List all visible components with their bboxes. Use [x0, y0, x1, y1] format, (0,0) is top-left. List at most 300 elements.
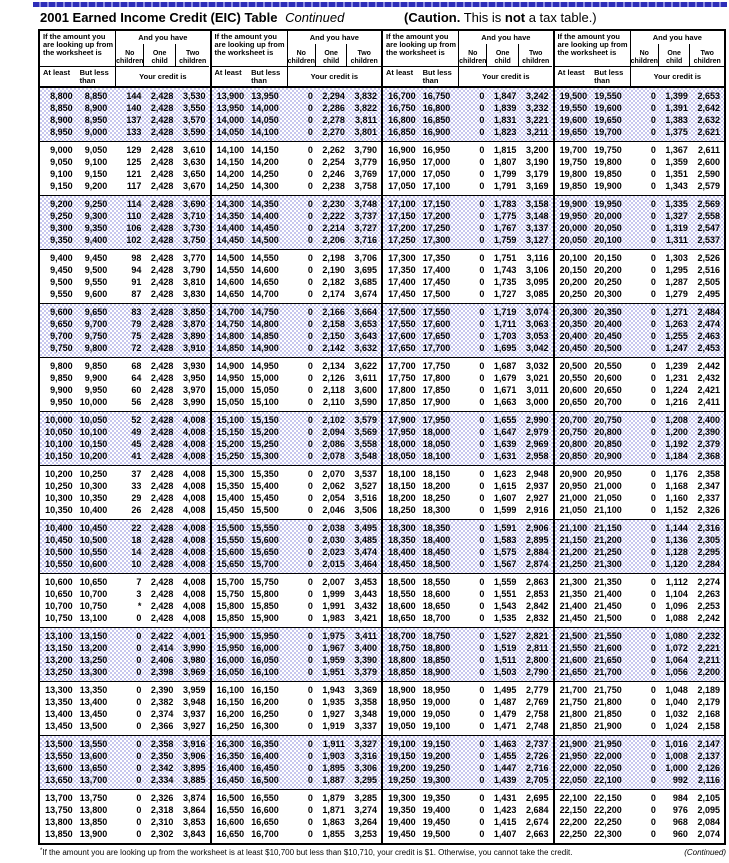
cell-at-least: 22,100: [559, 793, 588, 803]
cell-credit-one-child: 1,743: [493, 265, 517, 275]
your-credit-is-label: Your credit is: [482, 72, 530, 81]
cell-at-least: 8,950: [50, 127, 73, 137]
cell-credit-one-child: 2,398: [150, 667, 174, 677]
cell-credit-one-child: 2,428: [150, 523, 174, 533]
cell-but-less-than: 21,700: [594, 667, 622, 677]
table-row: [555, 708, 725, 720]
row-block: [40, 196, 210, 250]
cell-credit-two-children: 3,770: [182, 253, 206, 263]
cell-credit-two-children: 3,630: [182, 157, 206, 167]
table-row: [383, 750, 553, 762]
cell-credit-one-child: 1,263: [665, 319, 688, 329]
cell-credit-two-children: 2,179: [697, 697, 720, 707]
cell-but-less-than: 18,850: [422, 655, 451, 665]
cell-but-less-than: 21,600: [594, 643, 622, 653]
cell-credit-two-children: 2,811: [526, 643, 549, 653]
cell-credit-two-children: 3,990: [182, 643, 206, 653]
cell-credit-one-child: 2,007: [322, 577, 345, 587]
cell-credit-no-children: 0: [307, 469, 313, 479]
row-block: [383, 304, 553, 358]
cell-but-less-than: 14,900: [251, 343, 279, 353]
cell-credit-two-children: 3,801: [354, 127, 377, 137]
table-row: [555, 288, 725, 300]
table-row: [555, 222, 725, 234]
cell-but-less-than: 13,150: [79, 631, 108, 641]
table-row: [555, 276, 725, 288]
cell-at-least: 21,050: [559, 505, 588, 515]
cell-credit-no-children: 0: [136, 775, 142, 785]
cell-credit-two-children: 3,485: [354, 535, 377, 545]
cell-credit-no-children: 0: [307, 643, 313, 653]
cell-but-less-than: 9,250: [84, 199, 108, 209]
cell-at-least: 18,600: [388, 601, 416, 611]
cell-at-least: 9,550: [50, 289, 73, 299]
cell-but-less-than: 16,500: [251, 775, 279, 785]
cell-at-least: 17,350: [388, 265, 416, 275]
cell-but-less-than: 14,200: [251, 157, 279, 167]
cell-credit-no-children: 144: [126, 91, 142, 101]
cell-at-least: 18,000: [388, 439, 416, 449]
table-row: [555, 534, 725, 546]
table-row: [212, 288, 382, 300]
cell-at-least: 18,350: [388, 535, 416, 545]
cell-credit-two-children: 4,008: [182, 523, 206, 533]
cell-at-least: 9,100: [50, 169, 73, 179]
cell-credit-two-children: 3,670: [182, 181, 206, 191]
table-row: [212, 438, 382, 450]
col-no-children: No children: [630, 50, 658, 65]
group-header: [555, 31, 725, 88]
cell-credit-one-child: 1,439: [493, 775, 517, 785]
cell-credit-one-child: 2,428: [150, 589, 174, 599]
cell-at-least: 19,000: [388, 709, 416, 719]
cell-credit-two-children: 3,948: [182, 697, 206, 707]
cell-credit-two-children: 3,390: [354, 655, 377, 665]
cell-credit-two-children: 3,021: [525, 373, 549, 383]
cell-credit-no-children: 0: [136, 655, 142, 665]
cell-credit-one-child: 2,390: [150, 685, 174, 695]
cell-but-less-than: 14,450: [251, 223, 279, 233]
cell-credit-no-children: 0: [136, 805, 142, 815]
cell-credit-two-children: 3,990: [182, 397, 206, 407]
cell-at-least: 10,550: [45, 559, 73, 569]
cell-credit-two-children: 3,874: [182, 793, 206, 803]
cell-credit-no-children: 0: [307, 589, 313, 599]
cell-credit-no-children: 0: [307, 427, 313, 437]
cell-credit-one-child: 1,919: [322, 721, 345, 731]
cell-at-least: 21,850: [559, 721, 588, 731]
cell-credit-one-child: 2,428: [150, 547, 174, 557]
cell-credit-one-child: 1,703: [493, 331, 517, 341]
cell-at-least: 16,550: [216, 805, 245, 815]
cell-credit-two-children: 2,663: [525, 829, 549, 839]
cell-credit-two-children: 3,853: [182, 817, 206, 827]
cell-credit-two-children: 3,232: [525, 103, 549, 113]
cell-at-least: 15,900: [216, 631, 245, 641]
cell-at-least: 14,700: [216, 307, 245, 317]
cell-credit-no-children: 0: [307, 91, 313, 101]
cell-credit-one-child: 1,839: [493, 103, 517, 113]
col-no-children: No children: [459, 50, 487, 65]
cell-but-less-than: 19,350: [422, 793, 451, 803]
cell-credit-no-children: 0: [479, 211, 485, 221]
cell-credit-two-children: 2,853: [525, 589, 549, 599]
cell-at-least: 10,650: [45, 589, 73, 599]
cell-at-least: 20,500: [559, 361, 588, 371]
cell-credit-two-children: 3,169: [525, 181, 549, 191]
and-you-have-section: [459, 31, 552, 67]
cell-credit-one-child: 2,428: [150, 535, 174, 545]
table-row: [555, 144, 725, 156]
cell-credit-one-child: 1,567: [493, 559, 517, 569]
cell-but-less-than: 13,800: [79, 805, 108, 815]
table-row: [555, 558, 725, 570]
row-block: [555, 304, 725, 358]
table-row: [383, 720, 553, 732]
cell-but-less-than: 20,200: [594, 265, 622, 275]
table-row: [40, 276, 210, 288]
cell-but-less-than: 13,700: [79, 775, 108, 785]
cell-credit-two-children: 2,737: [525, 739, 549, 749]
cell-but-less-than: 21,400: [594, 589, 622, 599]
cell-credit-no-children: 0: [479, 709, 485, 719]
cell-credit-two-children: 3,870: [182, 319, 206, 329]
cell-credit-no-children: 22: [131, 523, 142, 533]
children-columns: [459, 44, 552, 66]
cell-credit-two-children: 3,495: [354, 523, 377, 533]
cell-credit-two-children: 2,969: [525, 439, 549, 449]
cell-but-less-than: 13,450: [79, 709, 108, 719]
cell-but-less-than: 22,150: [594, 793, 622, 803]
cell-credit-one-child: 1,128: [665, 547, 688, 557]
cell-at-least: 15,000: [216, 385, 245, 395]
cell-but-less-than: 21,100: [594, 505, 622, 515]
row-block: [383, 250, 553, 304]
cell-credit-two-children: 2,158: [697, 721, 720, 731]
cell-at-least: 21,300: [559, 577, 588, 587]
cell-credit-no-children: 14: [131, 547, 142, 557]
cell-credit-two-children: 2,453: [697, 343, 720, 353]
cell-credit-two-children: 3,710: [182, 211, 206, 221]
cell-at-least: 10,750: [45, 613, 73, 623]
cell-but-less-than: 19,600: [594, 103, 622, 113]
cell-credit-two-children: 3,750: [182, 235, 206, 245]
cell-credit-no-children: 29: [131, 493, 142, 503]
cell-credit-no-children: 0: [479, 805, 485, 815]
cell-but-less-than: 15,800: [251, 589, 279, 599]
cell-credit-no-children: 0: [479, 751, 485, 761]
cell-credit-no-children: 0: [307, 709, 313, 719]
cell-credit-two-children: 3,464: [354, 559, 377, 569]
table-row: [555, 492, 725, 504]
cell-credit-two-children: 2,779: [525, 685, 549, 695]
cell-at-least: 15,450: [216, 505, 245, 515]
row-block: [555, 88, 725, 142]
cell-but-less-than: 17,850: [422, 385, 451, 395]
row-block: [40, 466, 210, 520]
row-block: [212, 628, 382, 682]
cell-credit-two-children: 4,008: [182, 469, 206, 479]
cell-but-less-than: 13,300: [79, 667, 108, 677]
row-block: [40, 628, 210, 682]
cell-but-less-than: 9,850: [84, 361, 108, 371]
row-block: [212, 520, 382, 574]
table-row: [40, 288, 210, 300]
caution-suffix: a tax table.): [525, 10, 597, 25]
cell-credit-one-child: 984: [672, 793, 688, 803]
col-no-children: No children: [116, 50, 144, 65]
cell-at-least: 21,100: [559, 523, 588, 533]
cell-credit-no-children: 0: [479, 601, 485, 611]
cell-but-less-than: 19,950: [594, 199, 622, 209]
cell-but-less-than: 10,300: [79, 481, 108, 491]
cell-credit-no-children: 0: [479, 127, 485, 137]
cell-credit-one-child: 2,334: [150, 775, 174, 785]
cell-credit-no-children: 0: [650, 469, 656, 479]
cell-credit-no-children: 0: [650, 199, 656, 209]
table-row: [212, 384, 382, 396]
cell-credit-two-children: 2,579: [697, 181, 720, 191]
cell-credit-two-children: 3,811: [354, 115, 377, 125]
cell-credit-two-children: 3,137: [525, 223, 549, 233]
cell-credit-one-child: 2,078: [322, 451, 345, 461]
cell-credit-one-child: 1,303: [665, 253, 688, 263]
cell-credit-two-children: 2,442: [697, 361, 720, 371]
table-row: [40, 630, 210, 642]
table-row: [40, 438, 210, 450]
cell-credit-no-children: 0: [479, 235, 485, 245]
cell-credit-one-child: 2,262: [322, 145, 345, 155]
cell-credit-one-child: 1,991: [322, 601, 345, 611]
cell-credit-two-children: 2,105: [697, 793, 720, 803]
cell-but-less-than: 16,600: [251, 805, 279, 815]
table-row: [40, 318, 210, 330]
cell-but-less-than: 16,450: [251, 763, 279, 773]
cell-but-less-than: 14,800: [251, 319, 279, 329]
cell-credit-no-children: 110: [126, 211, 142, 221]
cell-at-least: 21,900: [559, 739, 588, 749]
row-block: [212, 574, 382, 628]
cell-but-less-than: 14,250: [251, 169, 279, 179]
cell-at-least: 19,400: [388, 817, 416, 827]
cell-credit-two-children: 2,390: [697, 427, 720, 437]
cell-credit-no-children: 0: [136, 829, 142, 839]
cell-but-less-than: 14,650: [251, 277, 279, 287]
table-row: [555, 480, 725, 492]
cell-but-less-than: 17,000: [422, 157, 451, 167]
cell-credit-no-children: 0: [307, 793, 313, 803]
table-row: [212, 738, 382, 750]
table-row: [212, 222, 382, 234]
cell-credit-two-children: 3,053: [525, 331, 549, 341]
cell-credit-one-child: 2,428: [150, 427, 174, 437]
cell-credit-two-children: 2,137: [697, 751, 720, 761]
row-block: [212, 88, 382, 142]
cell-credit-one-child: 2,428: [150, 343, 174, 353]
cell-credit-one-child: 2,326: [150, 793, 174, 803]
table-row: [40, 144, 210, 156]
table-row: [555, 522, 725, 534]
cell-at-least: 19,200: [388, 763, 416, 773]
row-block: [555, 358, 725, 412]
table-row: [40, 468, 210, 480]
cell-credit-one-child: 2,428: [150, 451, 174, 461]
cell-credit-two-children: 2,295: [697, 547, 720, 557]
cell-credit-one-child: 2,318: [150, 805, 174, 815]
cell-credit-no-children: 0: [307, 523, 313, 533]
table-row: [40, 102, 210, 114]
cell-credit-two-children: 3,864: [182, 805, 206, 815]
cell-but-less-than: 18,550: [422, 577, 451, 587]
cell-at-least: 20,250: [559, 289, 588, 299]
cell-credit-two-children: 2,232: [697, 631, 720, 641]
cell-credit-two-children: 4,008: [182, 415, 206, 425]
cell-at-least: 17,250: [388, 235, 416, 245]
cell-but-less-than: 15,750: [251, 577, 279, 587]
row-block: [383, 358, 553, 412]
cell-credit-one-child: 1,871: [322, 805, 345, 815]
cell-credit-two-children: 3,221: [525, 115, 549, 125]
table-group-1: [40, 31, 212, 843]
cell-credit-no-children: 0: [650, 697, 656, 707]
cell-at-least: 20,850: [559, 451, 588, 461]
table-row: [40, 708, 210, 720]
table-row: [383, 450, 553, 462]
table-row: [40, 222, 210, 234]
table-row: [40, 774, 210, 786]
cell-credit-two-children: 3,042: [525, 343, 549, 353]
cell-credit-one-child: 2,428: [150, 385, 174, 395]
cell-credit-no-children: 91: [131, 277, 142, 287]
cell-at-least: 16,350: [216, 751, 245, 761]
cell-at-least: 18,900: [388, 685, 416, 695]
cell-credit-one-child: 2,142: [322, 343, 345, 353]
cell-credit-two-children: 3,885: [182, 775, 206, 785]
table-row: [212, 102, 382, 114]
cell-but-less-than: 13,750: [79, 793, 108, 803]
cell-credit-no-children: 37: [131, 469, 142, 479]
cell-at-least: 14,100: [216, 145, 245, 155]
cell-credit-no-children: 0: [136, 643, 142, 653]
cell-credit-no-children: 0: [479, 667, 485, 677]
cell-but-less-than: 16,800: [422, 103, 451, 113]
cell-credit-two-children: 2,821: [525, 631, 549, 641]
cell-credit-no-children: 0: [307, 223, 313, 233]
cell-credit-two-children: 3,074: [525, 307, 549, 317]
cell-at-least: 19,300: [388, 793, 416, 803]
cell-credit-one-child: 1,655: [493, 415, 517, 425]
cell-at-least: 14,750: [216, 319, 245, 329]
cell-but-less-than: 14,500: [251, 235, 279, 245]
cell-but-less-than: 13,250: [79, 655, 108, 665]
cell-at-least: 14,300: [216, 199, 245, 209]
cell-at-least: 22,250: [559, 829, 588, 839]
cell-credit-no-children: 72: [131, 343, 142, 353]
table-row: [40, 306, 210, 318]
cell-credit-one-child: 1,607: [493, 493, 517, 503]
cell-but-less-than: 20,300: [594, 289, 622, 299]
cell-credit-no-children: 0: [479, 481, 485, 491]
cell-at-least: 19,650: [559, 127, 588, 137]
table-row: [383, 372, 553, 384]
cell-credit-one-child: 2,254: [322, 157, 345, 167]
cell-credit-one-child: 2,428: [150, 199, 174, 209]
cell-credit-no-children: 79: [131, 319, 142, 329]
cell-credit-one-child: 2,428: [150, 439, 174, 449]
cell-credit-no-children: 0: [307, 145, 313, 155]
cell-at-least: 9,750: [50, 343, 73, 353]
cell-at-least: 14,950: [216, 373, 245, 383]
cell-but-less-than: 17,100: [422, 181, 451, 191]
footnote-continued: (Continued): [684, 848, 726, 857]
table-row: [555, 612, 725, 624]
cell-at-least: 14,400: [216, 223, 245, 233]
cell-credit-one-child: 2,428: [150, 253, 174, 263]
cell-credit-no-children: 0: [479, 505, 485, 515]
cell-credit-one-child: 2,015: [322, 559, 345, 569]
cell-credit-one-child: 1,687: [493, 361, 517, 371]
cell-credit-one-child: 1,831: [493, 115, 517, 125]
cell-but-less-than: 21,150: [594, 523, 622, 533]
cell-credit-two-children: 2,189: [697, 685, 720, 695]
row-block: [555, 142, 725, 196]
cell-credit-one-child: 1,479: [493, 709, 517, 719]
cell-at-least: 13,450: [45, 721, 73, 731]
cell-at-least: 8,800: [50, 91, 73, 101]
cell-credit-two-children: 2,621: [697, 127, 720, 137]
cell-credit-no-children: 33: [131, 481, 142, 491]
cell-credit-two-children: 4,008: [182, 493, 206, 503]
cell-at-least: 9,150: [50, 181, 73, 191]
col-two-children: Two children: [518, 44, 552, 66]
row-block: [555, 736, 725, 790]
row-block: [40, 574, 210, 628]
cell-credit-two-children: 2,200: [697, 667, 720, 677]
cell-at-least: 18,200: [388, 493, 416, 503]
row-block: [383, 628, 553, 682]
cell-credit-no-children: 137: [126, 115, 142, 125]
cell-credit-two-children: 2,126: [697, 763, 720, 773]
table-row: [555, 762, 725, 774]
cell-at-least: 19,250: [388, 775, 416, 785]
cell-credit-one-child: 1,112: [665, 577, 688, 587]
cell-credit-one-child: 2,158: [322, 319, 345, 329]
cell-credit-one-child: 1,511: [494, 655, 517, 665]
cell-credit-two-children: 2,958: [525, 451, 549, 461]
table-row: [383, 102, 553, 114]
cell-credit-two-children: 2,716: [525, 763, 549, 773]
cell-but-less-than: 17,600: [422, 319, 451, 329]
cell-credit-no-children: 0: [650, 805, 656, 815]
table-row: [383, 738, 553, 750]
cell-credit-no-children: 0: [479, 307, 485, 317]
cell-at-least: 20,750: [559, 427, 588, 437]
table-row: [212, 90, 382, 102]
cell-credit-one-child: 1,767: [493, 223, 517, 233]
cell-but-less-than: 15,400: [251, 481, 279, 491]
cell-credit-two-children: 3,611: [354, 373, 377, 383]
cell-credit-two-children: 2,316: [697, 523, 720, 533]
cell-at-least: 15,800: [216, 601, 245, 611]
cell-credit-two-children: 3,316: [354, 751, 377, 761]
cell-at-least: 8,900: [50, 115, 73, 125]
table-row: [212, 168, 382, 180]
table-row: [40, 426, 210, 438]
cell-credit-no-children: 0: [650, 361, 656, 371]
but-less-than-label: But less than: [419, 67, 460, 86]
cell-at-least: 9,950: [50, 397, 73, 407]
cell-credit-no-children: 94: [131, 265, 142, 275]
